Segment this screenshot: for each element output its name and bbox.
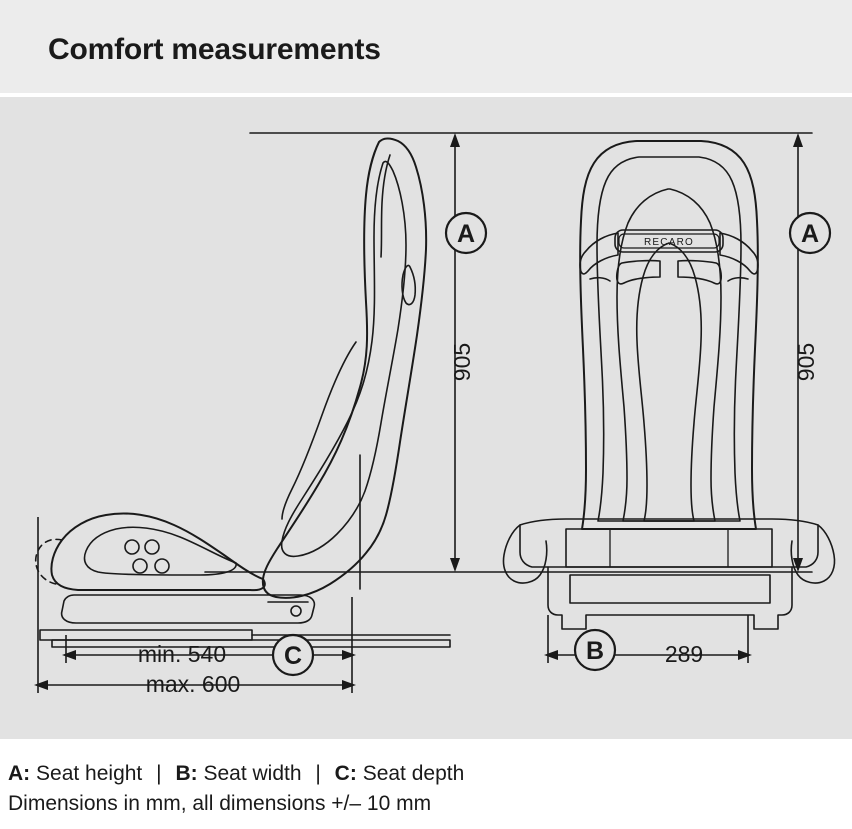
legend-separator-1: | [156,762,162,785]
front-backrest-outline [580,141,758,529]
upper-wing-right [720,233,758,274]
callout-a-front-label: A [800,220,820,248]
upper-wing-left [580,233,618,274]
callout-a-side-label: A [456,220,476,248]
legend-separator-2: | [315,762,321,785]
front-inner-cushion [637,243,702,521]
callout-c-side-label: C [283,642,303,670]
legend-key-c: C: [334,762,357,785]
front-seat-pan-inner [566,529,772,567]
legend-key-a: A: [8,762,31,785]
callout-a-front [790,213,830,253]
front-view-group [503,141,834,629]
seat-cushion-inner [85,527,237,575]
recaro-logo-plate [615,230,723,252]
seat-rail-assembly [62,595,315,623]
front-view-dimensions [544,133,803,663]
recaro-brand-label: RECARO [644,237,694,248]
lower-wing-left [617,261,660,284]
backrest-inner-contour [282,161,406,556]
side-view-dimensions [34,133,460,693]
legend-value-c: Seat depth [362,762,465,785]
legend-value-b: Seat width [203,762,302,785]
legend-note: Dimensions in mm, all dimensions +/– 10 mm [8,792,432,815]
header-band [0,0,852,93]
legend [0,745,852,819]
bolster-flare-left [503,525,546,583]
legend-key-b: B: [175,762,198,785]
floor-rail-upper [40,630,252,640]
diagram-panel [0,97,852,739]
depth-max-value: max. 600 [145,671,241,697]
callout-c-side [273,635,313,675]
legend-value-a: Seat height [36,762,143,785]
callout-b-front [575,630,615,670]
shoulder-wing-right [728,278,748,281]
floor-rail-lower [52,640,450,647]
side-height-value: 905 [449,342,475,382]
adjuster-button-cluster [125,540,169,573]
front-height-value: 905 [793,342,819,382]
rail-pivot [291,606,301,616]
depth-min-value: min. 540 [137,641,227,667]
seat-measurement-diagram [0,97,852,739]
backrest-outline [263,139,426,598]
under-seat-frame [548,567,792,629]
shoulder-wing-left [590,278,610,281]
front-width-value: 289 [664,641,704,667]
side-view-group [36,133,812,647]
legend-keys-row [8,759,844,789]
callout-a-side [446,213,486,253]
callout-b-front-label: B [585,637,605,665]
under-seat-panel [570,575,770,603]
front-seat-pan [520,519,818,567]
page-title: Comfort measurements [48,33,381,66]
lower-wing-right [678,261,721,284]
backrest-bolster-line [381,155,390,257]
